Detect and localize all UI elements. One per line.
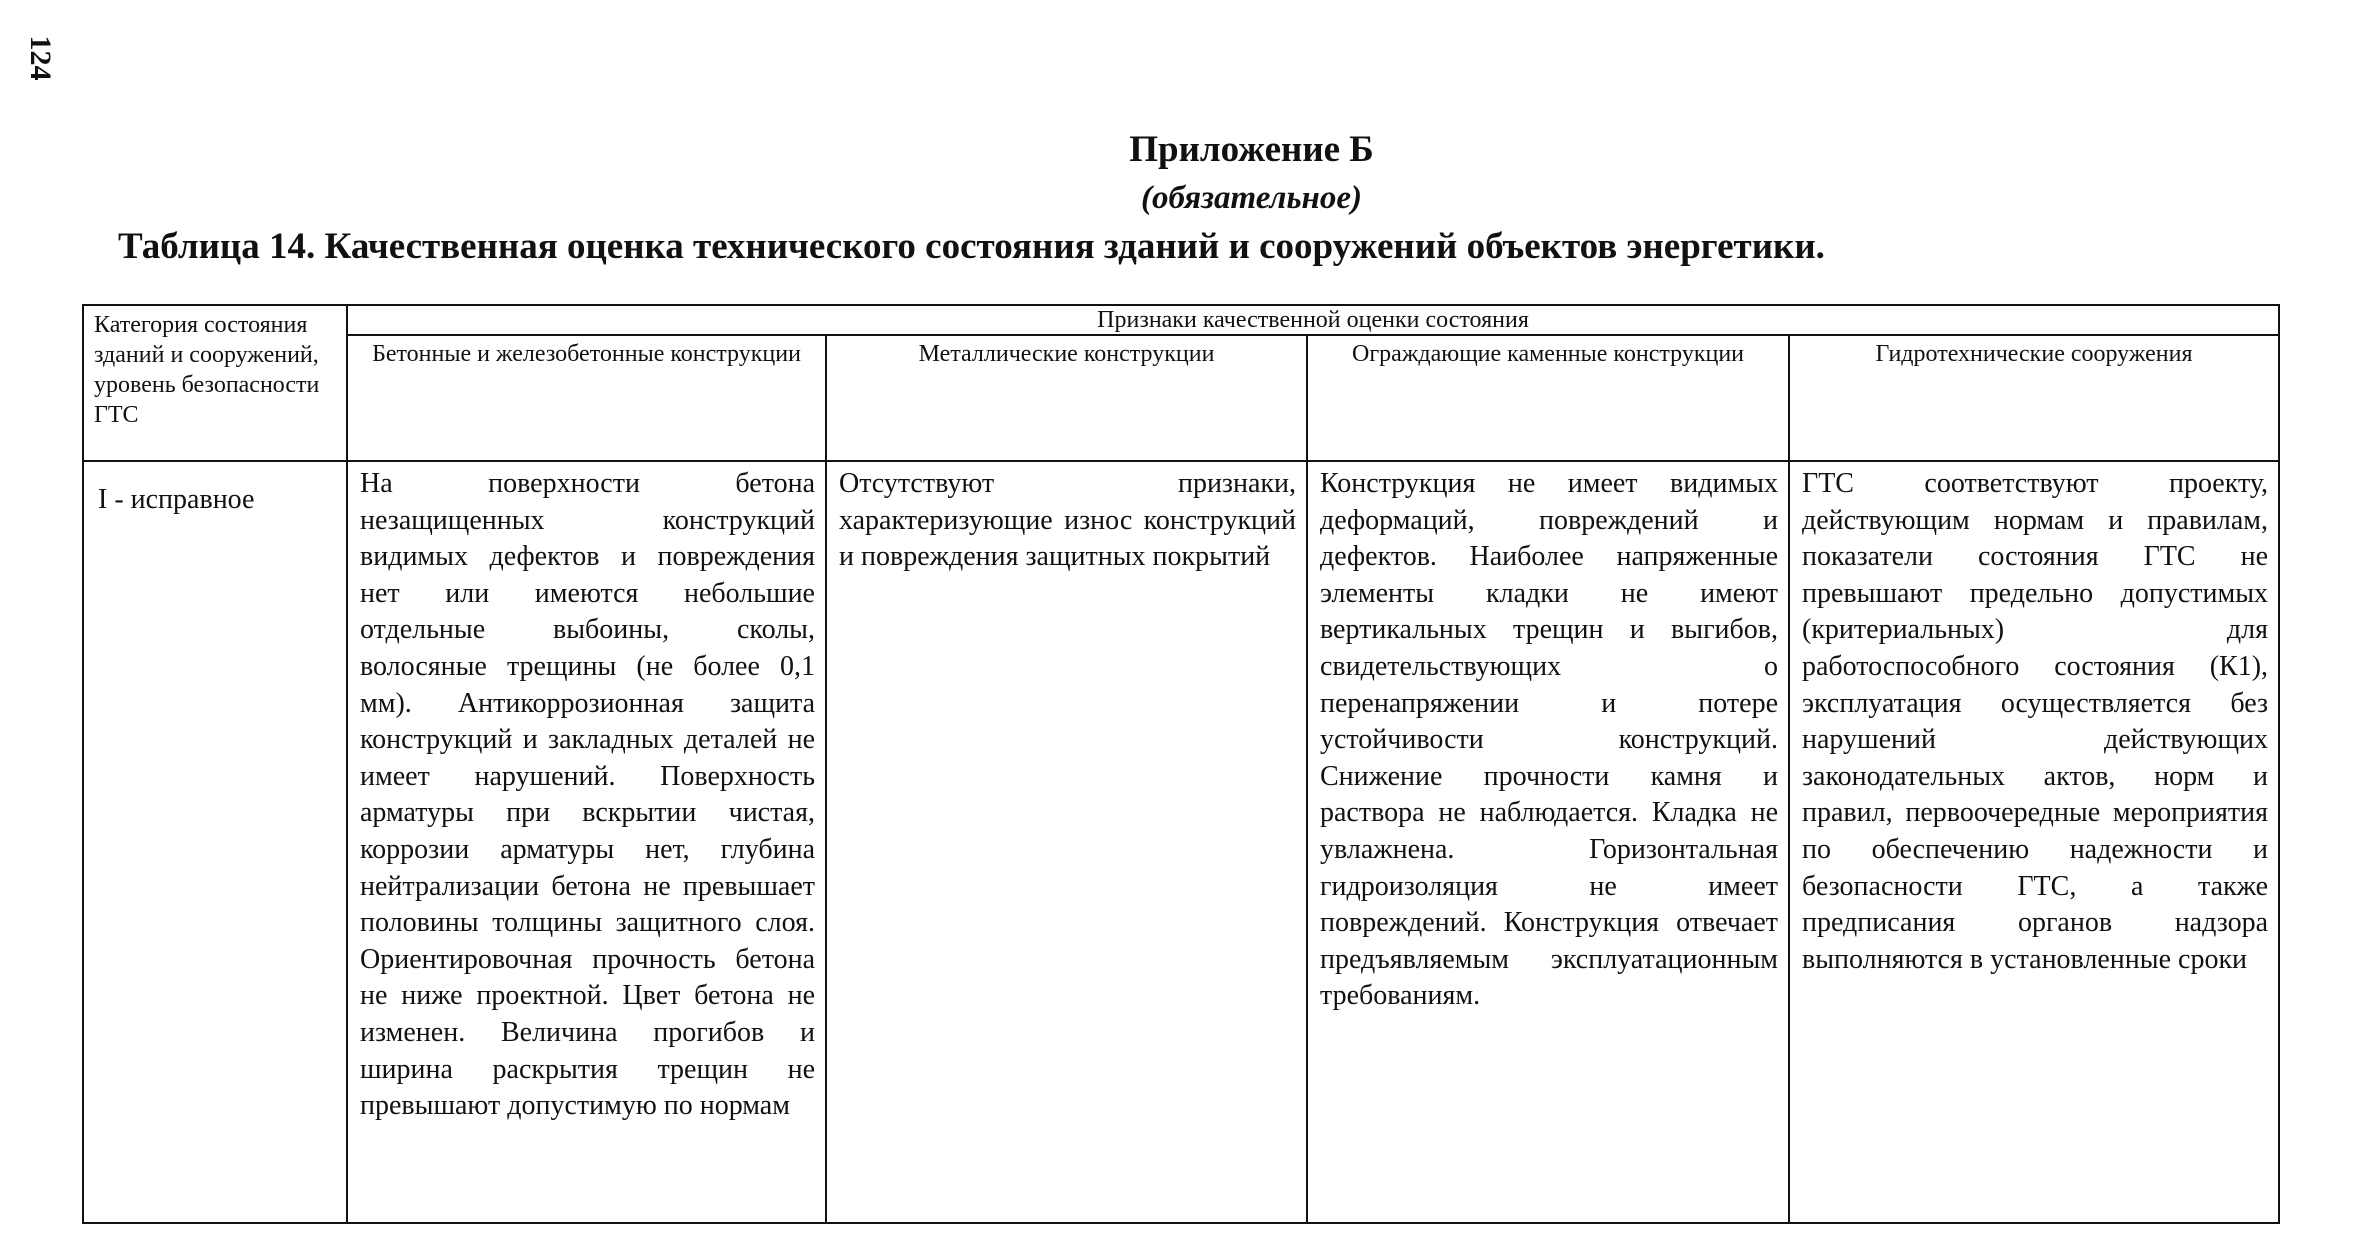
table-title: Таблица 14. Качественная оценка технического состояния зданий и сооружений объектов энергетики. [118, 226, 1825, 267]
column-header-concrete: Бетонные и железобетонные конструкции [347, 335, 826, 461]
category-cell: I - исправное [83, 461, 347, 1223]
column-header-hydraulic: Гидротехнические сооружения [1789, 335, 2279, 461]
cell-hydraulic: ГТС соответствуют проекту, действующим нормам и правилам, показатели состояния ГТС не превышают предельно допустимых (критериальных) для работоспособного состояния (К1), эксплуатация осуществляется без нарушений действующих законодательных актов, норм и правил, первоочередные мероприятия по обеспечению надежности и безопасности ГТС, а также предписания органов надзора выполняются в установленные сроки [1789, 461, 2279, 1223]
cell-concrete: На поверхности бетона незащищенных конструкций видимых дефектов и повреждения нет или имеются небольшие отдельные выбоины, сколы, волосяные трещины (не более 0,1 мм). Антикоррозионная защита конструкций и закладных деталей не имеет нарушений. Поверхность арматуры при вскрытии чистая, коррозии арматуры нет, глубина нейтрализации бетона не превышает половины толщины защитного слоя. Ориентировочная прочность бетона не ниже проектной. Цвет бетона не изменен. Величина прогибов и ширина раскрытия трещин не превышают допустимую по нормам [347, 461, 826, 1223]
assessment-table [82, 304, 2280, 1224]
table-row [83, 461, 2279, 1223]
category-column-header: Категория состояния зданий и сооружений, уровень безопасности ГТС [83, 305, 347, 461]
column-header-metal: Металлические конструкции [826, 335, 1307, 461]
criteria-group-header: Признаки качественной оценки состояния [347, 305, 2279, 335]
page-number: 124 [24, 35, 57, 81]
column-header-masonry: Ограждающие каменные конструкции [1307, 335, 1789, 461]
appendix-title: Приложение Б [1129, 129, 1374, 170]
appendix-status: (обязательное) [1140, 180, 1363, 216]
cell-metal: Отсутствуют признаки, характеризующие износ конструкций и повреждения защитных покрытий [826, 461, 1307, 1223]
cell-masonry: Конструкция не имеет видимых деформаций, повреждений и дефектов. Наиболее напряженные элементы кладки не имеют вертикальных трещин и выгибов, свидетельствующих о перенапряжении и потере устойчивости конструкций. Снижение прочности камня и раствора не наблюдается. Кладка не увлажнена. Горизонтальная гидроизоляция не имеет повреждений. Конструкция отвечает предъявляемым эксплуатационным требованиям. [1307, 461, 1789, 1223]
